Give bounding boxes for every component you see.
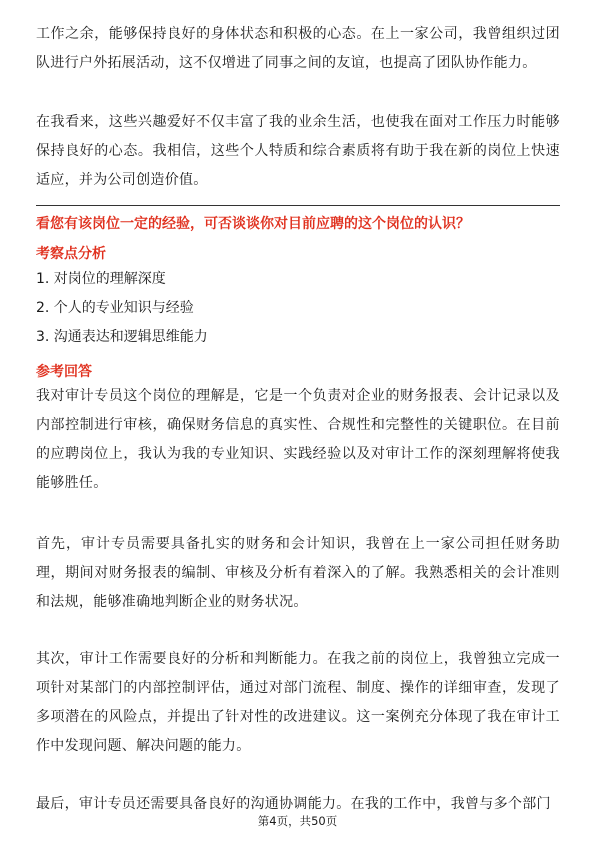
analysis-item: 2. 个人的专业知识与经验 xyxy=(36,300,194,316)
analysis-item: 1. 对岗位的理解深度 xyxy=(36,271,166,287)
question-heading: 看您有该岗位一定的经验，可否谈谈你对目前应聘的这个岗位的认识？ xyxy=(36,216,470,232)
body-paragraph: 在我看来，这些兴趣爱好不仅丰富了我的业余生活，也使我在面对工作压力时能够保持良好的心态。我相信，这些个人特质和综合素质将有助于我在新的岗位上快速适应，并为公司创造价值。 xyxy=(36,114,560,188)
answer-paragraph: 首先，审计专员需要具备扎实的财务和会计知识，我曾在上一家公司担任财务助理，期间对财务报表的编制、审核及分析有着深入的了解。我熟悉相关的会计准则和法规，能够准确地判断企业的财务状况。 xyxy=(36,536,560,610)
answer-paragraph: 我对审计专员这个岗位的理解是，它是一个负责对企业的财务报表、会计记录以及内部控制进行审核，确保财务信息的真实性、合规性和完整性的关键职位。在目前的应聘岗位上，我认为我的专业知识、实践经验以及对审计工作的深刻理解将使我能够胜任。 xyxy=(36,388,560,491)
page-number: 第4页，共50页 xyxy=(257,814,338,828)
analysis-title: 考察点分析 xyxy=(36,246,106,262)
section-divider xyxy=(36,205,560,206)
answer-paragraph: 最后，审计专员还需要具备良好的沟通协调能力。在我的工作中，我曾与多个部门 xyxy=(36,796,551,812)
answer-paragraph: 其次，审计工作需要良好的分析和判断能力。在我之前的岗位上，我曾独立完成一项针对某部门的内部控制评估，通过对部门流程、制度、操作的详细审查，发现了多项潜在的风险点，并提出了针对性的改进建议。这一案例充分体现了我在审计工作中发现问题、解决问题的能力。 xyxy=(36,651,560,754)
answer-title: 参考回答 xyxy=(36,364,92,380)
analysis-item: 3. 沟通表达和逻辑思维能力 xyxy=(36,329,208,345)
body-paragraph: 工作之余，能够保持良好的身体状态和积极的心态。在上一家公司，我曾组织过团队进行户外拓展活动，这不仅增进了同事之间的友谊，也提高了团队协作能力。 xyxy=(36,26,560,71)
